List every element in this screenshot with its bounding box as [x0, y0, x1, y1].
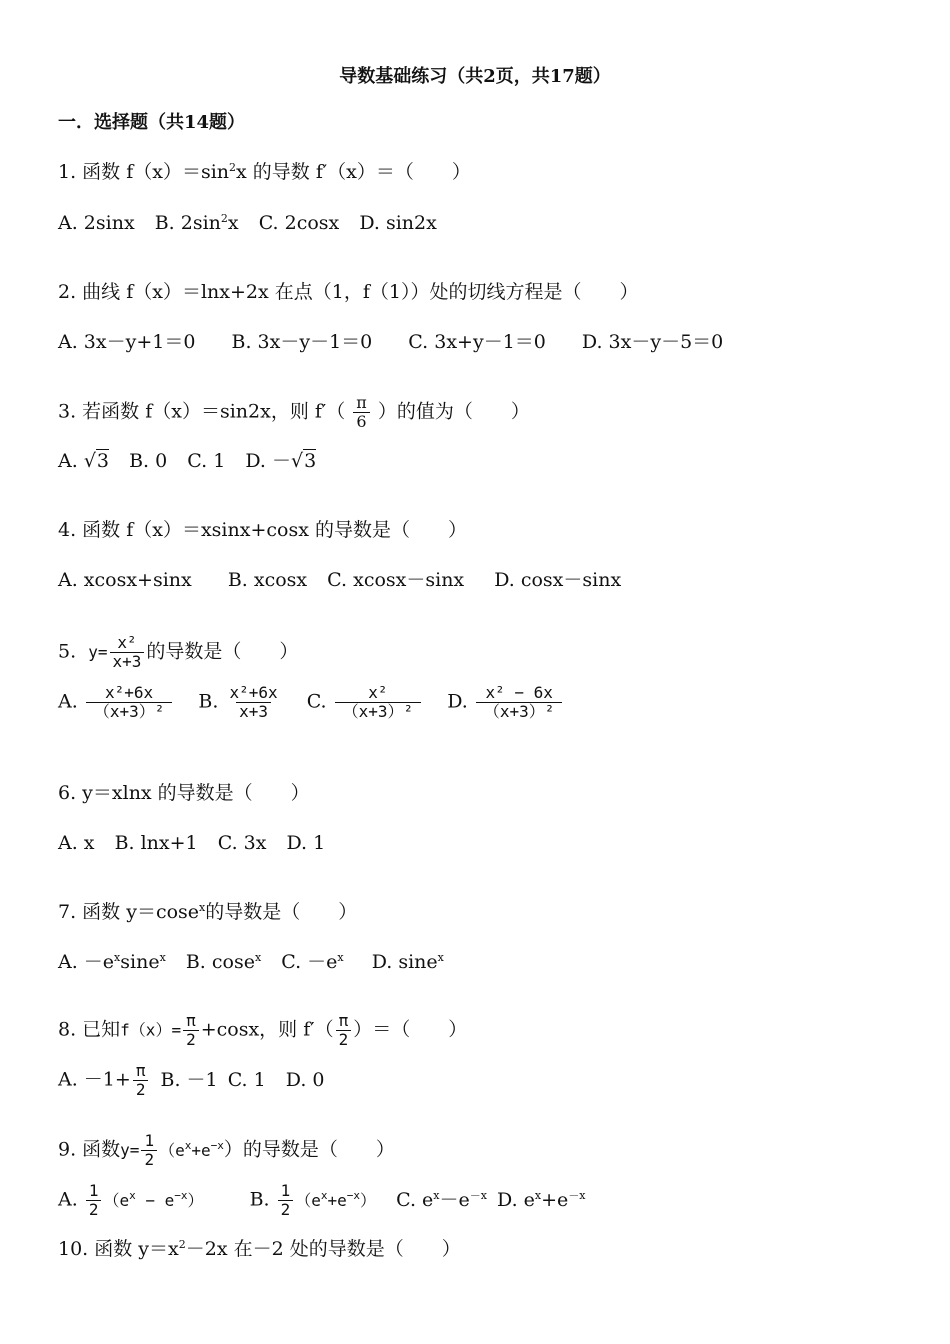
option-a: A. √3: [58, 450, 110, 472]
option-d: D. $e^x+e^{-x}$: [497, 1188, 586, 1211]
question-2-options: [58, 329, 737, 355]
question-1: 1. 函数 $f(x)=\sin^2x$ 的导数 f′（x）＝（ ）: [58, 161, 471, 183]
option-d: D. cosx－sinx: [494, 569, 622, 591]
option-d: D. sin2x: [359, 212, 437, 234]
option-d: D. 0: [285, 1068, 325, 1091]
option-c: C. 1: [187, 450, 226, 472]
option-c: C. 3x: [217, 832, 267, 854]
question-10: 10. 函数 $y=x^2-2x$ 在－2 处的导数是（ ）: [58, 1238, 461, 1260]
question-8-options: [58, 1062, 339, 1099]
fraction: $\frac{\pi}{6}$: [353, 394, 370, 431]
sqrt-icon: √: [290, 450, 304, 472]
option-d: D. 3x－y－5＝0: [581, 331, 724, 353]
option-b: B. $2\sin^2x$: [154, 212, 239, 234]
question-5-options: [58, 684, 578, 721]
option-b: B. xcosx: [227, 569, 308, 591]
fraction: $\frac{\pi}{2}$: [336, 1012, 352, 1049]
question-7: 7. 函数 y＝cose$^x$的导数是（ ）: [58, 901, 358, 923]
question-4: 4. 函数 f（x）＝xsinx+cosx 的导数是（ ）: [58, 519, 467, 541]
option-c: C. $e^x-e^{-x}$: [396, 1188, 487, 1211]
fraction: $\frac{\pi}{2}$: [183, 1012, 199, 1049]
option-c: C. 3x+y－1＝0: [408, 331, 546, 353]
option-b: B. cose$^x$: [185, 951, 262, 973]
question-3-options: [58, 448, 330, 474]
option-a: A. x: [58, 832, 95, 854]
question-4-options: [58, 567, 635, 593]
option-a: A. 2sinx: [58, 212, 135, 234]
option-a: A. $\frac{1}{2}$ $(e^x - e^{-x})$: [58, 1181, 204, 1219]
option-c: C. xcosx－sinx: [327, 569, 465, 591]
question-9: 9. 函数y= $\frac{1}{2}$ $(e^x+e^{-x})$的导数是（ ）: [58, 1131, 395, 1169]
option-c: C. $\frac{\text{x²}}{\text{（x+3）²}}$: [307, 684, 424, 721]
question-6: 6. y＝xlnx 的导数是（ ）: [58, 782, 310, 804]
question-9-options: [58, 1182, 600, 1219]
section-heading: 一．选择题（共14题）: [58, 112, 246, 133]
option-b: B. lnx+1: [114, 832, 198, 854]
option-b: B. 3x－y－1＝0: [231, 331, 373, 353]
question-7-options: [58, 949, 458, 975]
question-5: 5. y= $\frac{\text{x²}}{x+3}$ 的导数是（ ）: [58, 633, 299, 671]
option-c: C. 1: [227, 1068, 266, 1091]
option-a: A. xcosx+sinx: [58, 569, 192, 591]
option-a: A. 3x－y+1＝0: [58, 331, 196, 353]
option-b: B. 0: [129, 450, 168, 472]
option-a: A. －1+ $\frac{\pi}{2}$: [58, 1062, 150, 1099]
fraction: $\frac{1}{2}$: [141, 1132, 157, 1169]
option-c: C. 2cosx: [258, 212, 340, 234]
option-b: B. $\frac{\text{x²+6x}}{x+3}$: [198, 683, 278, 721]
option-b: B. $\frac{1}{2}$ $(e^x+e^{-x})$: [249, 1181, 377, 1219]
question-1-options: [58, 210, 451, 236]
question-2: 2. 曲线 f（x）＝lnx+2x 在点（1，f（1））处的切线方程是（ ）: [58, 281, 639, 303]
question-3: 3. 若函数 f（x）＝sin2x，则 f′（ $\frac{\pi}{6}$ ）的值为（ ）: [58, 393, 530, 431]
option-d: D. －√3: [245, 450, 317, 472]
fraction: $\frac{\text{x²}}{x+3}$: [110, 634, 145, 671]
option-b: B. －1: [160, 1068, 218, 1091]
question-6-options: [58, 830, 339, 856]
option-d: D. sine$^x$: [371, 951, 444, 973]
question-8: 8. 已知f（x）= $\frac{\pi}{2}$ +cosx，则 f′（ $\frac{\pi}{2}$ ）＝（ ）: [58, 1011, 468, 1049]
page-title: 导数基础练习（共2页，共17题）: [339, 66, 611, 87]
option-a: A. $\frac{\text{x²+6x}}{\text{（x+3）²}}$: [58, 684, 174, 721]
option-a: A. $-e^x\sin e^x$: [58, 951, 166, 973]
option-c: C. $-e^x$: [281, 951, 344, 973]
option-d: D. $\frac{\text{x² − 6x}}{\text{（x+3）²}}$: [447, 684, 564, 721]
option-d: D. 1: [286, 832, 326, 854]
sqrt-icon: √: [83, 450, 96, 472]
